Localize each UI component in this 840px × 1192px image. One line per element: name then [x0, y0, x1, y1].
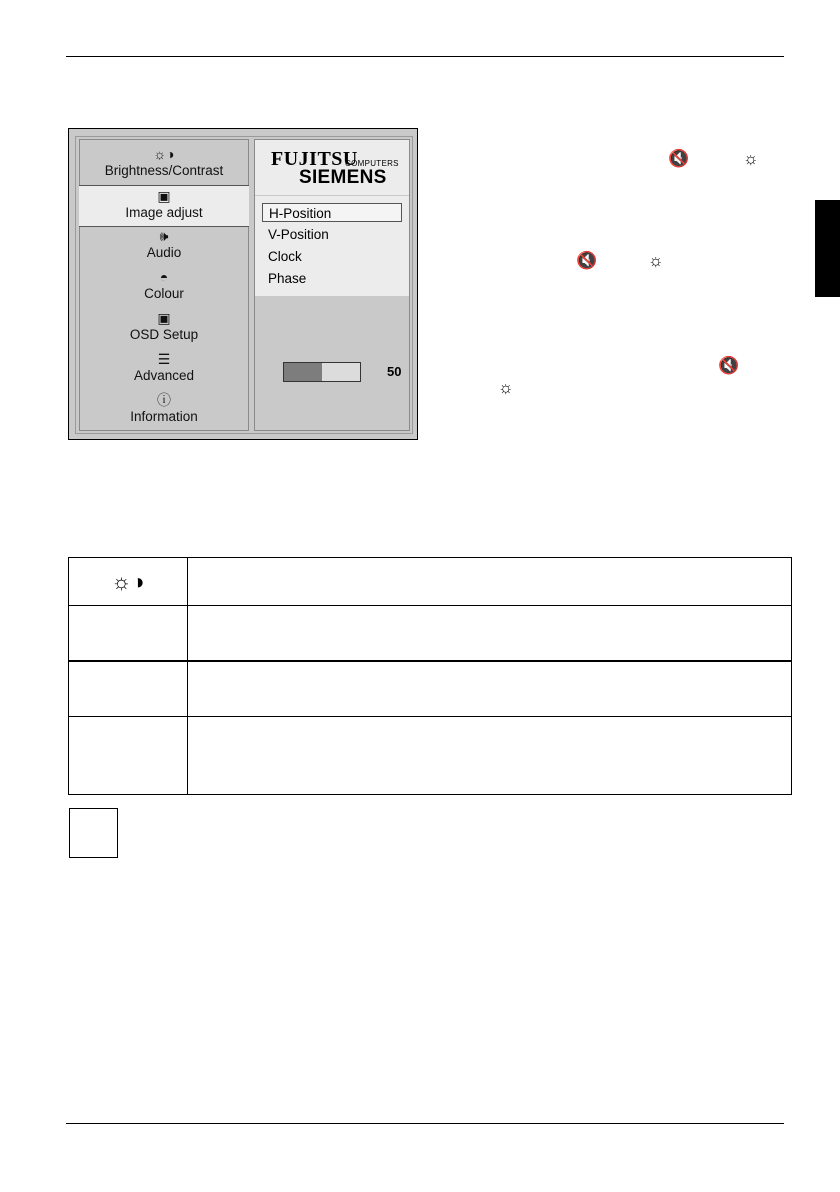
osd-setup-icon: ▣: [157, 310, 171, 326]
note-icon-box: [69, 808, 118, 858]
brand-logo: [255, 140, 409, 195]
menu-item-information[interactable]: [80, 390, 248, 430]
logo-computers: COMPUTERS: [345, 159, 399, 168]
logo-siemens: SIEMENS: [299, 167, 387, 188]
table-cell: [188, 661, 792, 717]
slider-fill: [284, 363, 322, 381]
menu-item-label: Colour: [144, 286, 184, 301]
menu-item-advanced[interactable]: [80, 349, 248, 389]
sun-icon: ☼: [648, 251, 664, 270]
mute-icon: 🔇: [718, 356, 740, 375]
menu-item-audio[interactable]: [80, 226, 248, 266]
osd-screenshot: [68, 128, 418, 440]
header-rule: [66, 56, 784, 57]
mute-icon: 🔇: [576, 251, 598, 270]
section-tab-marker: [815, 200, 840, 297]
osd-main-menu: [79, 139, 249, 431]
table-cell: [188, 606, 792, 662]
menu-item-label: Image adjust: [125, 205, 203, 220]
submenu-clock[interactable]: Clock: [268, 249, 302, 264]
table-cell: [188, 717, 792, 795]
menu-item-label: Advanced: [133, 368, 195, 383]
brightness-contrast-icon: ☼◑: [153, 146, 175, 162]
table-cell: [69, 606, 188, 662]
speaker-icon: 🕪: [159, 228, 169, 244]
image-adjust-submenu: [255, 196, 409, 296]
info-icon: ⓘ: [157, 392, 171, 408]
osd-detail-panel: [254, 139, 410, 431]
slider-value: 50: [387, 364, 402, 379]
table-cell: [69, 717, 188, 795]
mute-icon: 🔇: [668, 149, 690, 168]
menu-item-image-adjust[interactable]: [79, 185, 249, 227]
palette-icon: ◓: [159, 269, 169, 285]
menu-item-colour[interactable]: [80, 267, 248, 307]
settings-table: [68, 557, 792, 795]
logo-fujitsu: FUJITSU: [271, 148, 358, 170]
menu-item-label: OSD Setup: [129, 327, 199, 342]
menu-item-label: Brightness/Contrast: [104, 163, 224, 178]
brightness-contrast-icon: ☼◑: [69, 558, 188, 606]
sun-icon: ☼: [743, 149, 759, 168]
sun-icon: ☼: [498, 378, 514, 397]
menu-item-brightness-contrast[interactable]: [80, 144, 248, 184]
table-cell: [188, 558, 792, 606]
tools-icon: ☰: [157, 351, 171, 367]
image-adjust-icon: ▣: [157, 188, 171, 204]
value-slider[interactable]: [283, 362, 361, 382]
menu-item-label: Information: [130, 409, 198, 424]
menu-item-label: Audio: [146, 245, 182, 260]
submenu-phase[interactable]: Phase: [268, 271, 307, 286]
footer-rule: [66, 1123, 784, 1124]
submenu-h-position[interactable]: H-Position: [262, 203, 402, 222]
osd-frame: [75, 136, 413, 434]
table-cell: [69, 661, 188, 717]
submenu-v-position[interactable]: V-Position: [268, 227, 329, 242]
menu-item-osd-setup[interactable]: [80, 308, 248, 348]
